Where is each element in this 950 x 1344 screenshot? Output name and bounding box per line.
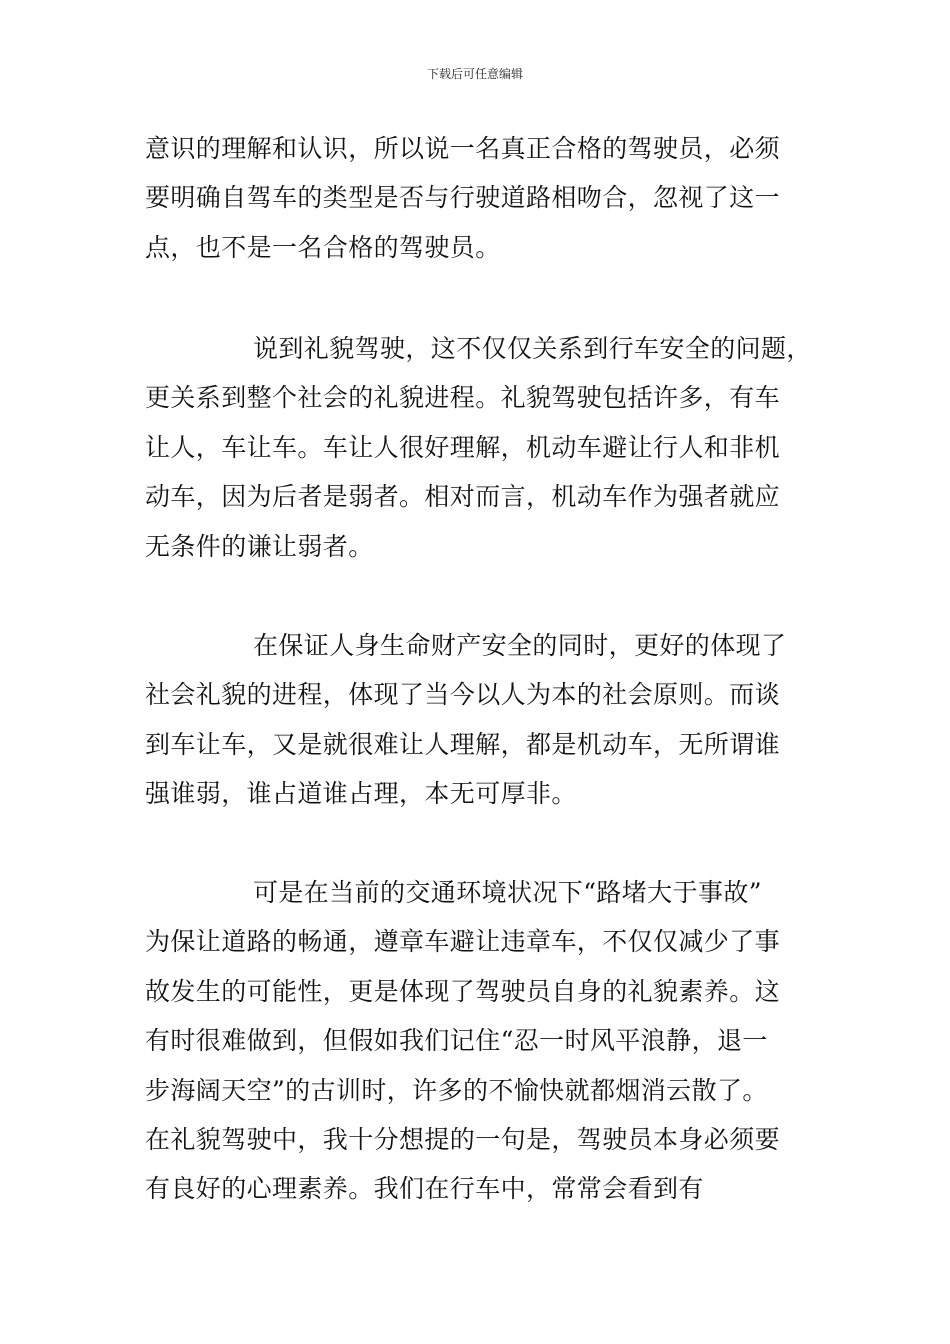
- paragraph-line: 无条件的谦让弱者。: [145, 531, 374, 561]
- paragraph-line: 可是在当前的交通环境状况下“路堵大于事故”: [253, 878, 762, 907]
- paragraph-line: 让人，车让车。车让人很好理解，机动车避让行人和非机: [145, 432, 781, 462]
- paragraph-2: [145, 324, 815, 571]
- paragraph-line: 在保证人身生命财产安全的同时，更好的体现了: [253, 631, 787, 660]
- paragraph-line: 强谁弱，谁占道谁占理，本无可厚非。: [145, 779, 577, 809]
- paragraph-line: 说到礼貌驾驶，这不仅仅关系到行车安全的问题，: [253, 334, 812, 363]
- paragraph-line: 步海阔天空”的古训时，许多的不愉快就都烟消云散了。: [145, 1075, 768, 1105]
- paragraph-line: 意识的理解和认识，所以说一名真正合格的驾驶员，必须: [145, 134, 781, 163]
- paragraph-line: 要明确自驾车的类型是否与行驶道路相吻合，忽视了这一: [145, 183, 781, 213]
- paragraph-line: 在礼貌驾驶中，我十分想提的一句是，驾驶员本身必须要: [145, 1125, 781, 1155]
- paragraph-3: [145, 621, 815, 819]
- paragraph-line: 点，也不是一名合格的驾驶员。: [145, 232, 501, 262]
- paragraph-line: 到车让车，又是就很难让人理解，都是机动车，无所谓谁: [145, 729, 781, 759]
- paragraph-line: 更关系到整个社会的礼貌进程。礼貌驾驶包括许多，有车: [145, 383, 781, 413]
- paragraph-line: 有良好的心理素养。我们在行车中，常常会看到有: [145, 1174, 704, 1204]
- paragraph-line: 动车，因为后者是弱者。相对而言，机动车作为强者就应: [145, 482, 781, 512]
- paragraph-line: 有时很难做到，但假如我们记住“忍一时风平浪静，退一: [145, 1026, 768, 1056]
- paragraph-line: 故发生的可能性，更是体现了驾驶员自身的礼貌素养。这: [145, 976, 781, 1006]
- paragraph-4: [145, 868, 815, 1214]
- page-header: 下载后可任意编辑: [426, 67, 523, 81]
- paragraph-line: 社会礼貌的进程，体现了当今以人为本的社会原则。而谈: [145, 680, 781, 710]
- paragraph-line: 为保让道路的畅通，遵章车避让违章车，不仅仅减少了事: [145, 927, 781, 957]
- paragraph-1: [145, 124, 815, 272]
